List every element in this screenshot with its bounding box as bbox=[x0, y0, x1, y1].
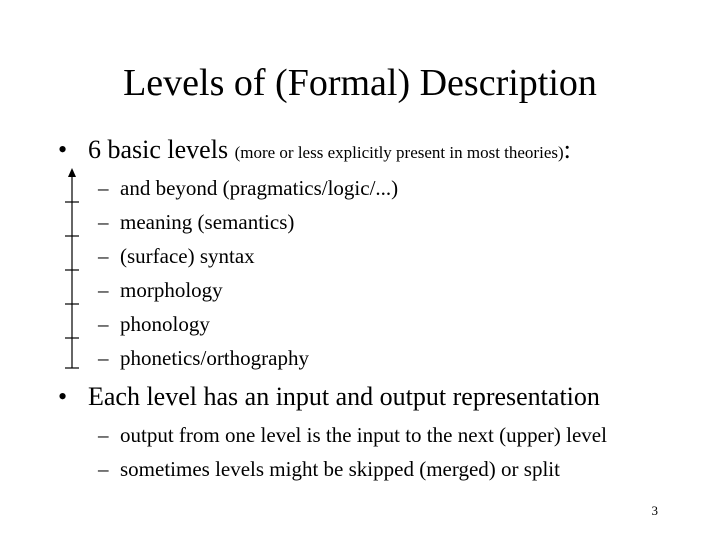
dash-marker: – bbox=[98, 210, 109, 234]
bullet-input-output bbox=[58, 382, 600, 412]
dash-marker: – bbox=[98, 244, 109, 268]
level-ladder-diagram bbox=[60, 168, 84, 373]
level-item bbox=[98, 345, 309, 371]
level-item bbox=[98, 277, 223, 303]
level-text: meaning (semantics) bbox=[120, 210, 295, 234]
slide-title: Levels of (Formal) Description bbox=[123, 62, 597, 104]
sub-point bbox=[98, 456, 560, 482]
sub-point-text: sometimes levels might be skipped (merged) or split bbox=[120, 457, 560, 481]
dash-marker: – bbox=[98, 278, 109, 302]
bullet-text: 6 basic levels bbox=[88, 135, 235, 164]
level-text: phonetics/orthography bbox=[120, 346, 309, 370]
level-text: morphology bbox=[120, 278, 223, 302]
level-text: (surface) syntax bbox=[120, 244, 255, 268]
sub-point-text: output from one level is the input to the next (upper) level bbox=[120, 423, 607, 447]
bullet-text: Each level has an input and output representation bbox=[88, 382, 600, 411]
level-item bbox=[98, 175, 398, 201]
level-text: phonology bbox=[120, 312, 210, 336]
page-number: 3 bbox=[651, 503, 658, 518]
level-item bbox=[98, 243, 255, 269]
level-text: and beyond (pragmatics/logic/...) bbox=[120, 176, 399, 200]
dash-marker: – bbox=[98, 423, 109, 447]
dash-marker: – bbox=[98, 176, 109, 200]
bullet-note: (more or less explicitly present in most theories) bbox=[234, 143, 564, 162]
bullet-marker: • bbox=[58, 135, 68, 164]
level-item bbox=[98, 311, 210, 337]
dash-marker: – bbox=[98, 457, 109, 481]
bullet-colon: : bbox=[563, 135, 571, 164]
ladder-arrow-head-icon bbox=[68, 168, 76, 177]
sub-point bbox=[98, 422, 607, 448]
level-item bbox=[98, 209, 294, 235]
dash-marker: – bbox=[98, 312, 109, 336]
dash-marker: – bbox=[98, 346, 109, 370]
bullet-marker: • bbox=[58, 382, 68, 411]
bullet-basic-levels bbox=[58, 135, 571, 168]
